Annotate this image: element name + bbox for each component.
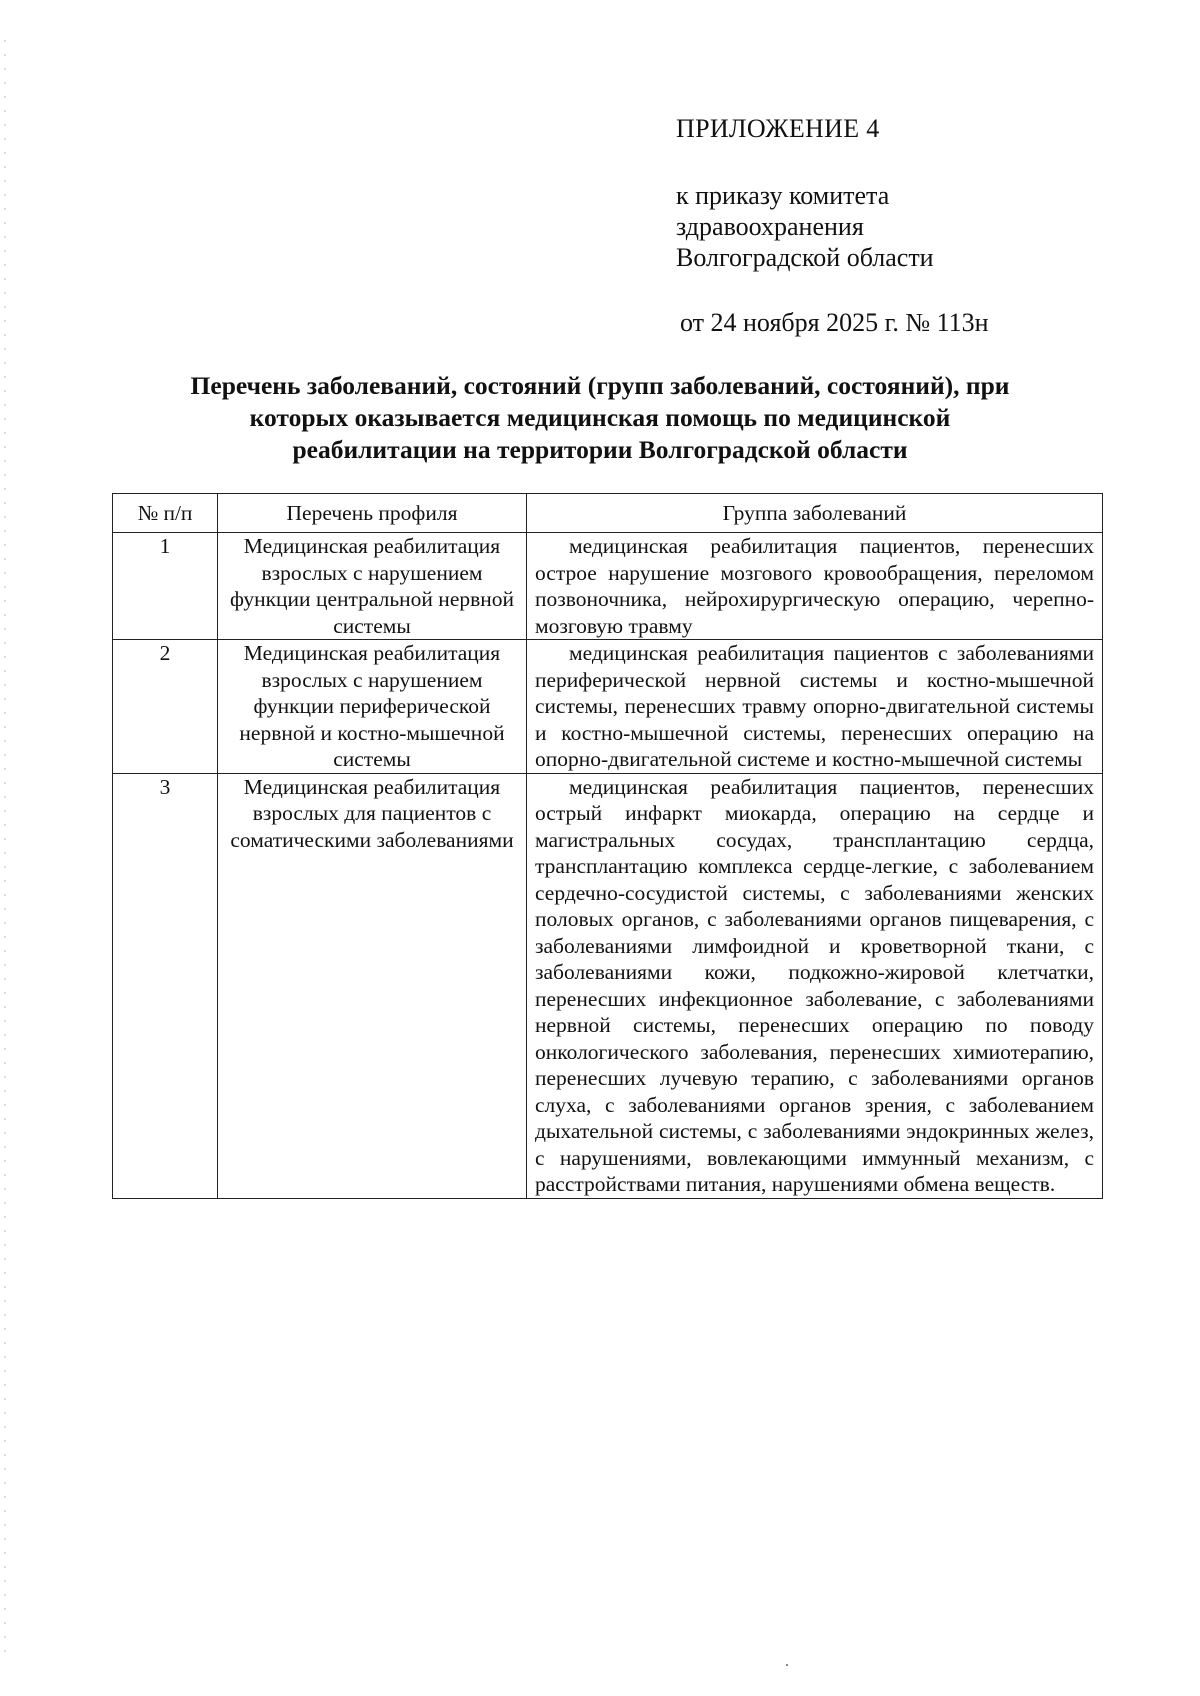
annex-order-reference: [676, 180, 934, 273]
table-header-row: [113, 494, 1103, 533]
annex-order-line: к приказу комитета: [676, 181, 890, 210]
annex-order-line: Волгоградской области: [676, 243, 934, 272]
row-disease-group: [527, 773, 1103, 1198]
rehabilitation-table: [112, 493, 1103, 1199]
row-profile: Медицинская реабилитация взрослых для пациентов с соматическими заболеваниями: [218, 773, 527, 1198]
column-header-number: № п/п: [113, 494, 218, 533]
row-disease-group: [527, 640, 1103, 774]
scan-edge-marks: [4, 40, 6, 1660]
document-title: [110, 370, 1090, 466]
row-number: 2: [113, 640, 218, 774]
disease-group-text: медицинская реабилитация пациентов, перенесших острый инфаркт миокарда, операцию на сердце и магистральных сосудах, трансплантацию сердца, трансплантацию комплекса сердце-легкие, с заболеванием сердечно-сосудистой системы, с заболеваниями женских половых органов, с заболеваниями органов пищеварения, с заболеваниями лимфоидной и кроветворной ткани, с заболеваниями кожи, подкожно-жировой клетчатки, перенесших инфекционное заболевание, с заболеваниями нервной системы, перенесших операцию по поводу онкологического заболевания, перенесших химиотерапию, перенесших лучевую терапию, с заболеваниями органов слуха, с заболеваниями органов зрения, с заболеванием дыхательной системы, с заболеваниями эндокринных желез, с нарушениями, вовлекающими иммунный механизм, с расстройствами питания, нарушениями обмена веществ.: [535, 774, 1094, 1196]
annex-order-line: здравоохранения: [676, 212, 864, 241]
row-disease-group: [527, 533, 1103, 640]
table-row: [113, 533, 1103, 640]
disease-group-text: медицинская реабилитация пациентов с заболеваниями периферической нервной системы и костно-мышечной системы, перенесших травму опорно-двигательной системы и костно-мышечной системы, перенесших операцию на опорно-двигательной системе и костно-мышечной системы: [535, 641, 1094, 771]
row-number: 3: [113, 773, 218, 1198]
annex-date-line: от 24 ноября 2025 г. № 113н: [680, 308, 989, 337]
disease-group-text: медицинская реабилитация пациентов, перенесших острое нарушение мозгового кровообращения, переломом позвоночника, нейрохирургическую операцию, черепно-мозговую травму: [535, 534, 1094, 638]
table-row: [113, 773, 1103, 1198]
scan-speck: [786, 1664, 788, 1666]
column-header-profile: Перечень профиля: [218, 494, 527, 533]
row-number: 1: [113, 533, 218, 640]
column-header-disease-group: Группа заболеваний: [527, 494, 1103, 533]
annex-title: ПРИЛОЖЕНИЕ 4: [676, 114, 880, 143]
row-profile: Медицинская реабилитация взрослых с нарушением функции периферической нервной и костно-мышечной системы: [218, 640, 527, 774]
document-title-line: реабилитации на территории Волгоградской области: [292, 435, 908, 464]
row-profile: Медицинская реабилитация взрослых с нарушением функции центральной нервной системы: [218, 533, 527, 640]
table-row: [113, 640, 1103, 774]
document-title-line: Перечень заболеваний, состояний (групп заболеваний, состояний), при: [190, 371, 1010, 400]
document-title-line: которых оказывается медицинская помощь по медицинской: [249, 403, 951, 432]
